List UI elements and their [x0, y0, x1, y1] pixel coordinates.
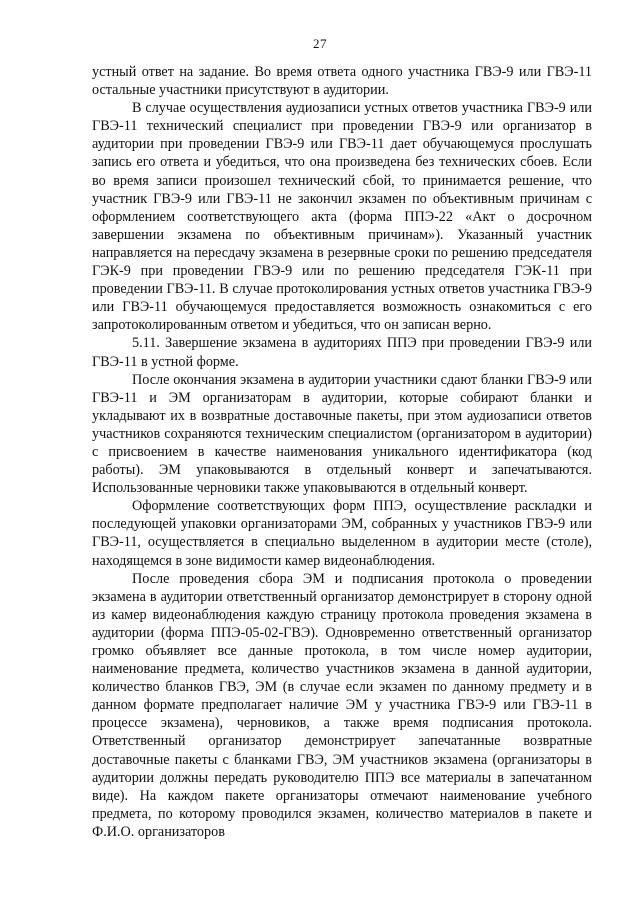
- paragraph-exam-end: После окончания экзамена в аудитории участники сдают бланки ГВЭ-9 или ГВЭ-11 и ЭМ организаторам в аудитории, которые собирают бланки и укладывают их в возвратные доставочные пакеты, при этом аудиозаписи ответов участников сохраняются техническим специалистом (организатором в аудитории) с присвоением в качестве наименования уникального идентификатора (код работы). ЭМ упаковываются в отдельный конверт и запечатываются. Использованные черновики также упаковываются в отдельный конверт.: [92, 371, 592, 497]
- paragraph-continuation: устный ответ на задание. Во время ответа одного участника ГВЭ-9 или ГВЭ-11 остальные участники присутствуют в аудитории.: [92, 64, 592, 99]
- paragraph-protocol-demonstration: После проведения сбора ЭМ и подписания протокола о проведении экзамена в аудитории ответственный организатор демонстрирует в сторону одной из камер видеонаблюдения каждую страницу протокола проведения экзамена в аудитории (форма ППЭ-05-02-ГВЭ). Одновременно ответственный организатор громко объявляет все данные протокола, в том числе номер аудитории, наименование предмета, количество участников экзамена в данной аудитории, количество бланков ГВЭ, ЭМ (в случае если экзамен по данному предмету и в данном формате предполагает наличие ЭМ у участника ГВЭ-9 или ГВЭ-11 в процессе экзамена), черновиков, а также время подписания протокола. Ответственный организатор демонстрирует запечатанные возвратные доставочные пакеты с бланками ГВЭ, ЭМ участников экзамена (организаторы в аудитории должны передать руководителю ППЭ все материалы в запечатанном виде). На каждом пакете организаторы отмечают наименование учебного предмета, по которому проводился экзамен, количество материалов в пакете и Ф.И.О. организаторов: [92, 570, 592, 840]
- paragraph-audio-recording: В случае осуществления аудиозаписи устных ответов участника ГВЭ-9 или ГВЭ-11 технический специалист при проведении ГВЭ-9 или организатор в аудитории при проведении ГВЭ-9 или ГВЭ-11 дает обучающемуся прослушать запись его ответа и убедиться, что она произведена без технических сбоев. Если во время записи произошел технический сбой, то принимается решение, что участник ГВЭ-9 или ГВЭ-11 не закончил экзамен по объективным причинам с оформлением соответствующего акта (форма ППЭ-22 «Акт о досрочном завершении экзамена по объективным причинам»). Указанный участник направляется на пересдачу экзамена в резервные сроки по решению председателя ГЭК-9 при проведении ГВЭ-9 или по решению председателя ГЭК-11 при проведении ГВЭ-11. В случае протоколирования устных ответов участника ГВЭ-9 или ГВЭ-11 обучающемуся предоставляется возможность ознакомиться с его запротоколированным ответом и убедиться, что он записан верно.: [92, 100, 592, 334]
- paragraph-forms-packaging: Оформление соответствующих форм ППЭ, осуществление раскладки и последующей упаковки организаторами ЭМ, собранных у участников ГВЭ-9 или ГВЭ-11, осуществляется в специально выделенном в аудитории месте (столе), находящемся в зоне видимости камер видеонаблюдения.: [92, 498, 592, 569]
- body-text: [92, 63, 592, 841]
- page-number: 27: [313, 36, 327, 51]
- section-heading-5-11: 5.11. Завершение экзамена в аудиториях ППЭ при проведении ГВЭ-9 или ГВЭ-11 в устной форме.: [92, 335, 592, 370]
